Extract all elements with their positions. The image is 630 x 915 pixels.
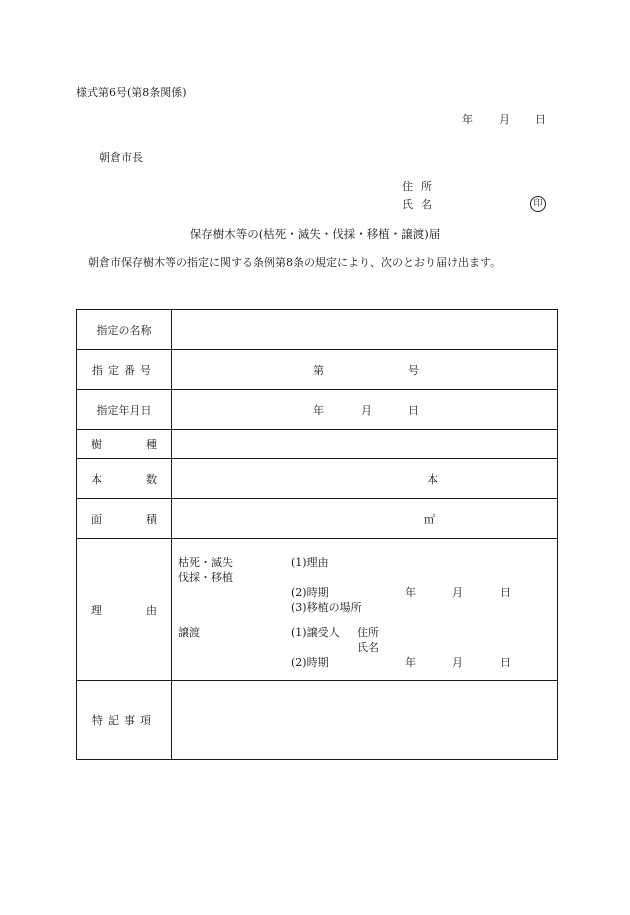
reason-item-place: (3)移植の場所 — [291, 601, 362, 614]
form-number: 様式第6号(第8条関係) — [76, 86, 187, 99]
number-suffix: 号 — [408, 363, 419, 377]
date-day-label: 日 — [535, 113, 546, 126]
field-species[interactable] — [172, 430, 557, 458]
reason-time-day: 日 — [500, 586, 511, 599]
field-count[interactable] — [172, 459, 557, 498]
notification-table — [76, 309, 558, 760]
label-count: 本 数 — [77, 459, 172, 498]
row-species — [77, 430, 557, 459]
applicant-address-label: 住所 — [402, 180, 440, 193]
label-designation-number: 指定番号 — [77, 350, 172, 389]
label-area: 面 積 — [77, 499, 172, 538]
row-designation-number — [77, 350, 557, 390]
date-day: 日 — [408, 403, 419, 417]
reason-item-time-2: (2)時期 — [291, 656, 329, 669]
reason-time2-year: 年 — [405, 656, 416, 669]
date-month-label: 月 — [499, 113, 510, 126]
number-prefix: 第 — [313, 363, 324, 377]
label-designation-name: 指定の名称 — [77, 310, 172, 349]
reason-time-year: 年 — [405, 586, 416, 599]
transferee-name-label: 氏名 — [357, 641, 379, 654]
reason-item-time: (2)時期 — [291, 586, 329, 599]
date-year-label: 年 — [462, 113, 473, 126]
document-title: 保存樹木等の(枯死・滅失・伐採・移植・譲渡)届 — [189, 227, 441, 241]
row-designation-name — [77, 310, 557, 350]
reason-category-1-line1: 枯死・滅失 — [178, 556, 233, 569]
seal-mark: 印 — [530, 196, 546, 212]
label-species: 樹 種 — [77, 430, 172, 458]
row-count — [77, 459, 557, 499]
reason-item-reason: (1)理由 — [291, 556, 329, 569]
reason-category-1-line2: 伐採・移植 — [178, 571, 233, 584]
addressee: 朝倉市長 — [99, 151, 143, 164]
reason-time-month: 月 — [452, 586, 463, 599]
transferee-address-label: 住所 — [357, 626, 379, 639]
applicant-name-label: 氏名 — [402, 198, 440, 211]
label-reason: 理 由 — [77, 539, 172, 680]
reason-time2-month: 月 — [452, 656, 463, 669]
row-reason — [77, 539, 557, 681]
reason-time2-day: 日 — [500, 656, 511, 669]
row-designation-date — [77, 390, 557, 430]
field-designation-name[interactable] — [172, 310, 557, 349]
row-area — [77, 499, 557, 539]
field-area[interactable] — [172, 499, 557, 538]
field-reason[interactable] — [172, 539, 557, 680]
intro-text: 朝倉市保存樹木等の指定に関する条例第8条の規定により、次のとおり届け出ます。 — [88, 256, 502, 269]
label-designation-date: 指定年月日 — [77, 390, 172, 429]
count-unit: 本 — [427, 472, 438, 486]
area-unit: ㎡ — [424, 512, 435, 526]
date-year: 年 — [313, 403, 324, 417]
field-remarks[interactable] — [172, 681, 557, 759]
label-remarks: 特記事項 — [77, 681, 172, 759]
reason-item-transferee: (1)譲受人 — [291, 626, 340, 639]
field-designation-date[interactable] — [172, 390, 557, 429]
reason-category-2: 譲渡 — [178, 626, 200, 639]
date-month: 月 — [361, 403, 372, 417]
field-designation-number[interactable] — [172, 350, 557, 389]
row-remarks — [77, 681, 557, 759]
